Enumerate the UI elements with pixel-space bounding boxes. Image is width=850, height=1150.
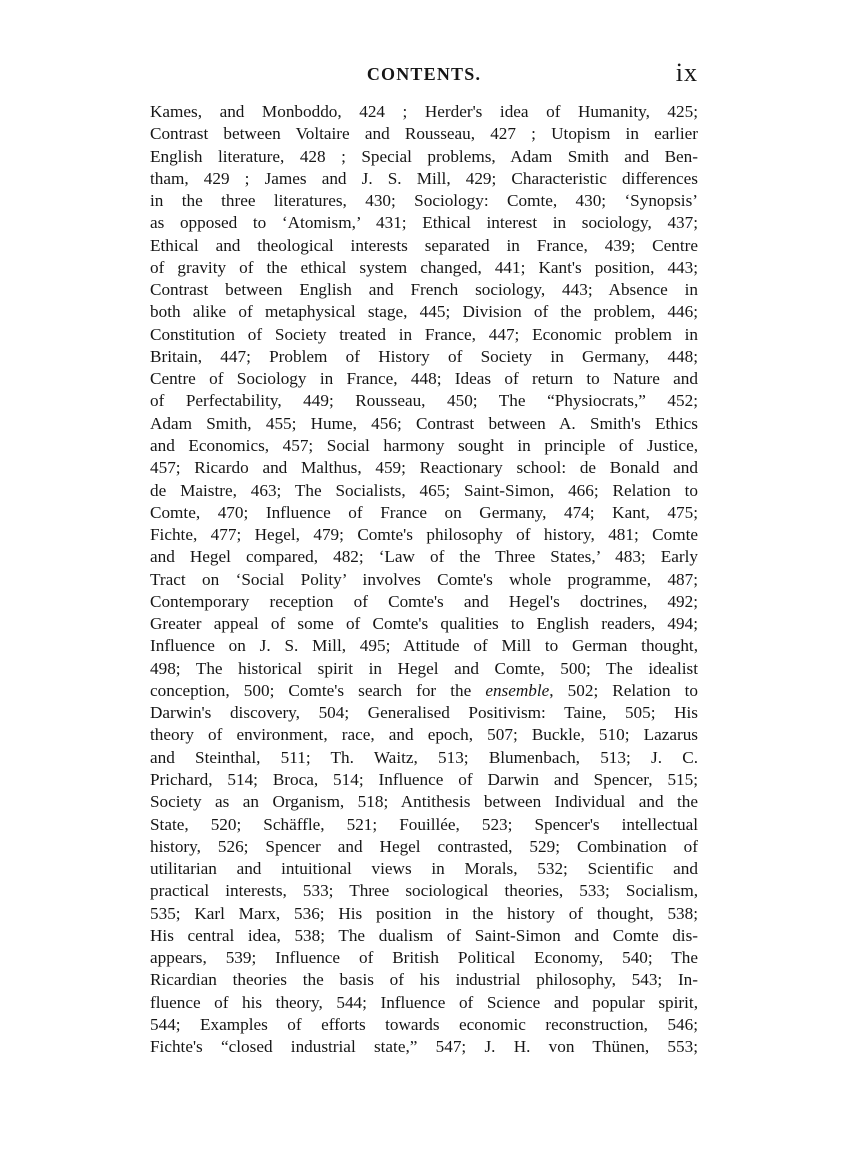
text-line: Fichte's “closed industrial state,” 547; J. H. von Thünen, 553;	[150, 1037, 698, 1057]
text-line: Adam Smith, 455; Hume, 456; Contrast between A. Smith's Ethics	[150, 413, 698, 433]
text-line: utilitarian and intuitional views in Morals, 532; Scientific and	[150, 859, 698, 879]
text-line: 457; Ricardo and Malthus, 459; Reactionary school: de Bonald and	[150, 458, 698, 478]
text-line: English literature, 428 ; Special problems, Adam Smith and Ben-	[150, 146, 698, 166]
text-line: as opposed to ‘Atomism,’ 431; Ethical interest in sociology, 437;	[150, 213, 698, 233]
text-line: Darwin's discovery, 504; Generalised Positivism: Taine, 505; His	[150, 703, 698, 723]
text-line: fluence of his theory, 544; Influence of Science and popular spirit,	[150, 992, 698, 1012]
running-head	[150, 56, 698, 96]
text-line: His central idea, 538; The dualism of Saint-Simon and Comte dis-	[150, 925, 698, 945]
page-number: ix	[675, 58, 698, 87]
text-line: Contrast between English and French sociology, 443; Absence in	[150, 280, 698, 300]
text-line: Greater appeal of some of Comte's qualities to English readers, 494;	[150, 614, 698, 634]
text-line: in the three literatures, 430; Sociology: Comte, 430; ‘Synopsis’	[150, 191, 698, 211]
text-line: Contrast between Voltaire and Rousseau, 427 ; Utopism in earlier	[150, 124, 698, 144]
text-line: 544; Examples of efforts towards economic reconstruction, 546;	[150, 1014, 698, 1034]
text-line: 498; The historical spirit in Hegel and Comte, 500; The idealist	[150, 658, 698, 678]
text-line: tham, 429 ; James and J. S. Mill, 429; Characteristic differences	[150, 168, 698, 188]
text-line: 535; Karl Marx, 536; His position in the history of thought, 538;	[150, 903, 698, 923]
text-line: Kames, and Monboddo, 424 ; Herder's idea of Humanity, 425;	[150, 102, 698, 121]
text-line: Influence on J. S. Mill, 495; Attitude of Mill to German thought,	[150, 636, 698, 656]
text-line: both alike of metaphysical stage, 445; Division of the problem, 446;	[150, 302, 698, 322]
text-line: and Economics, 457; Social harmony sought in principle of Justice,	[150, 435, 698, 455]
text-line: Constitution of Society treated in France, 447; Economic problem in	[150, 324, 698, 344]
text-line: and Hegel compared, 482; ‘Law of the Three States,’ 483; Early	[150, 547, 698, 567]
text-line: de Maistre, 463; The Socialists, 465; Saint-Simon, 466; Relation to	[150, 480, 698, 500]
text-line: conception, 500; Comte's search for the ensemble, 502; Relation to	[150, 680, 698, 700]
text-line: Contemporary reception of Comte's and Hegel's doctrines, 492;	[150, 591, 698, 611]
text-line: Tract on ‘Social Polity’ involves Comte's whole programme, 487;	[150, 569, 698, 589]
text-line: practical interests, 533; Three sociological theories, 533; Socialism,	[150, 881, 698, 901]
text-line: of gravity of the ethical system changed, 441; Kant's position, 443;	[150, 257, 698, 277]
text-line: and Steinthal, 511; Th. Waitz, 513; Blumenbach, 513; J. C.	[150, 747, 698, 767]
text-line: Ethical and theological interests separated in France, 439; Centre	[150, 235, 698, 255]
page-title: CONTENTS.	[366, 64, 482, 84]
contents-paragraph	[150, 101, 698, 1058]
text-line: appears, 539; Influence of British Political Economy, 540; The	[150, 948, 698, 968]
text-line: Ricardian theories the basis of his industrial philosophy, 543; In-	[150, 970, 698, 990]
text-line: Fichte, 477; Hegel, 479; Comte's philosophy of history, 481; Comte	[150, 525, 698, 545]
text-line: Britain, 447; Problem of History of Society in Germany, 448;	[150, 346, 698, 366]
text-line: Comte, 470; Influence of France on Germany, 474; Kant, 475;	[150, 502, 698, 522]
text-line: State, 520; Schäffle, 521; Fouillée, 523; Spencer's intellectual	[150, 814, 698, 834]
text-line: of Perfectability, 449; Rousseau, 450; The “Physiocrats,” 452;	[150, 391, 698, 411]
text-line: Centre of Sociology in France, 448; Ideas of return to Nature and	[150, 369, 698, 389]
text-line: Prichard, 514; Broca, 514; Influence of Darwin and Spencer, 515;	[150, 769, 698, 789]
text-line: history, 526; Spencer and Hegel contrasted, 529; Combination of	[150, 836, 698, 856]
text-line: theory of environment, race, and epoch, 507; Buckle, 510; Lazarus	[150, 725, 698, 745]
text-line: Society as an Organism, 518; Antithesis between Individual and the	[150, 792, 698, 812]
